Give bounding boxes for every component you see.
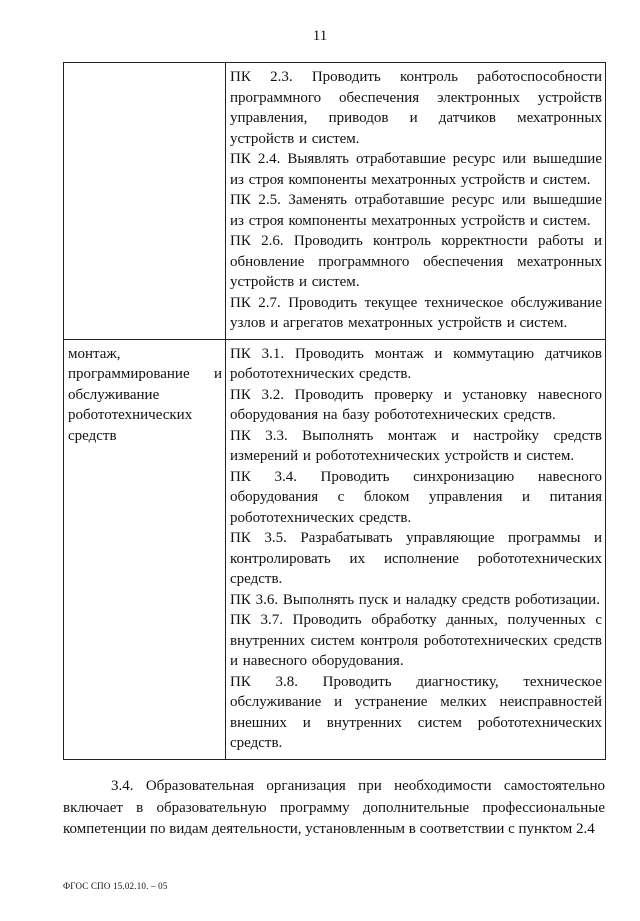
competency-item: ПК 3.6. Выполнять пуск и наладку средств роботизации. [230, 591, 600, 608]
competency-item: ПК 3.1. Проводить монтаж и коммутацию датчиков робототехнических средств. [230, 345, 602, 382]
table-row [64, 63, 606, 340]
competency-item: ПК 2.5. Заменять отработавшие ресурс или вышедшие из строя компоненты мехатронных устройств и систем. [230, 192, 602, 229]
footer-document-code: ФГОС СПО 15.02.10. – 05 [63, 881, 168, 891]
competency-item: ПК 3.2. Проводить проверку и установку навесного оборудования на базу робототехнических средств. [230, 386, 602, 423]
competency-item: ПК 2.7. Проводить текущее техническое обслуживание узлов и агрегатов мехатронных устройств и систем. [230, 294, 602, 331]
competency-item: ПК 3.7. Проводить обработку данных, полученных с внутренних систем контроля робототехнических средств и навесного оборудования. [230, 612, 602, 669]
activity-text: монтаж, программирование и обслуживание робототехнических средств [68, 345, 222, 444]
competency-item: ПК 3.5. Разрабатывать управляющие программы и контролировать их исполнение робототехнических средств. [230, 530, 602, 587]
competency-item: ПК 3.8. Проводить диагностику, техническое обслуживание и устранение мелких неисправностей внешних и внутренних систем робототехнических средств. [230, 673, 602, 751]
competencies-cell [226, 63, 606, 340]
competency-item: ПК 3.4. Проводить синхронизацию навесного оборудования с блоком управления и питания робототехнических средств. [230, 468, 602, 526]
competency-item: ПК 2.3. Проводить контроль работоспособности программного обеспечения электронных устройств управления, приводов и датчиков мехатронных устройств и систем. [230, 69, 602, 147]
page-number: 11 [312, 28, 328, 44]
table-row [64, 339, 606, 759]
competency-item: ПК 3.3. Выполнять монтаж и настройку средств измерений и робототехнических устройств и систем. [230, 427, 602, 464]
activity-cell [64, 339, 226, 759]
activity-cell [64, 63, 226, 340]
body-paragraph: 3.4. Образовательная организация при необходимости самостоятельно включает в образовательную программу дополнительные профессиональные компетенции по видам деятельности, установленным в соответствии с пунктом 2.4 [63, 778, 605, 837]
competency-item: ПК 2.4. Выявлять отработавшие ресурс или вышедшие из строя компоненты мехатронных устройств и систем. [230, 151, 602, 188]
competencies-cell [226, 339, 606, 759]
competency-table [63, 62, 606, 760]
competency-item: ПК 2.6. Проводить контроль корректности работы и обновление программного обеспечения мехатронных устройств и систем. [230, 233, 602, 290]
